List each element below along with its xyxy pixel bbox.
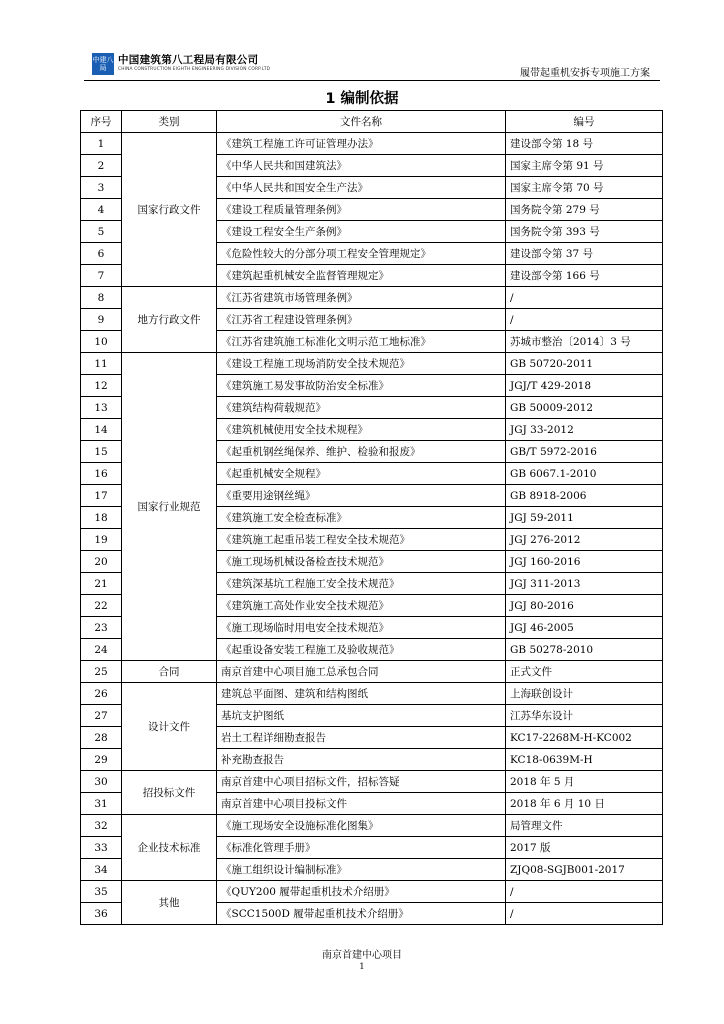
row-index: 25 bbox=[81, 661, 122, 683]
row-index: 11 bbox=[81, 353, 122, 375]
row-document-name: 《中华人民共和国建筑法》 bbox=[217, 155, 506, 177]
row-index: 28 bbox=[81, 727, 122, 749]
row-document-name: 《起重机钢丝绳保养、维护、检验和报废》 bbox=[217, 441, 506, 463]
row-index: 24 bbox=[81, 639, 122, 661]
header-index: 序号 bbox=[81, 111, 122, 133]
row-document-name: 《建设工程施工现场消防安全技术规范》 bbox=[217, 353, 506, 375]
row-category: 其他 bbox=[122, 881, 217, 925]
row-code: GB 6067.1-2010 bbox=[506, 463, 663, 485]
company-logo bbox=[92, 53, 114, 75]
row-index: 5 bbox=[81, 221, 122, 243]
basis-table bbox=[80, 110, 663, 925]
footer-project: 南京首建中心项目 bbox=[322, 950, 402, 961]
row-document-name: 《起重机械安全规程》 bbox=[217, 463, 506, 485]
row-index: 3 bbox=[81, 177, 122, 199]
row-document-name: 南京首建中心项目招标文件，招标答疑 bbox=[217, 771, 506, 793]
row-document-name: 南京首建中心项目施工总承包合同 bbox=[217, 661, 506, 683]
row-index: 10 bbox=[81, 331, 122, 353]
row-index: 36 bbox=[81, 903, 122, 925]
table-row bbox=[81, 771, 663, 793]
row-index: 21 bbox=[81, 573, 122, 595]
header-divider bbox=[84, 80, 660, 81]
row-document-name: 《江苏省建筑施工标准化文明示范工地标准》 bbox=[217, 331, 506, 353]
row-code: / bbox=[506, 309, 663, 331]
row-document-name: 《江苏省建筑市场管理条例》 bbox=[217, 287, 506, 309]
row-code: JGJ 80-2016 bbox=[506, 595, 663, 617]
row-document-name: 《施工现场安全设施标准化图集》 bbox=[217, 815, 506, 837]
header-code: 编号 bbox=[506, 111, 663, 133]
table-row bbox=[81, 661, 663, 683]
row-document-name: 基坑支护图纸 bbox=[217, 705, 506, 727]
row-document-name: 《江苏省工程建设管理条例》 bbox=[217, 309, 506, 331]
header-document-name: 文件名称 bbox=[217, 111, 506, 133]
row-code: 2018 年 5 月 bbox=[506, 771, 663, 793]
row-document-name: 补充勘查报告 bbox=[217, 749, 506, 771]
row-code: JGJ 276-2012 bbox=[506, 529, 663, 551]
row-document-name: 《起重设备安装工程施工及验收规范》 bbox=[217, 639, 506, 661]
row-category: 国家行政文件 bbox=[122, 133, 217, 287]
row-document-name: 《危险性较大的分部分项工程安全管理规定》 bbox=[217, 243, 506, 265]
row-category: 地方行政文件 bbox=[122, 287, 217, 353]
row-index: 1 bbox=[81, 133, 122, 155]
row-document-name: 《建筑起重机械安全监督管理规定》 bbox=[217, 265, 506, 287]
row-code: JGJ/T 429-2018 bbox=[506, 375, 663, 397]
company-name-english: CHINA CONSTRUCTION EIGHTH ENGINEERING DIVISION CORP.LTD bbox=[118, 67, 271, 72]
row-document-name: 《建筑施工高处作业安全技术规范》 bbox=[217, 595, 506, 617]
row-index: 17 bbox=[81, 485, 122, 507]
row-code: KC18-0639M-H bbox=[506, 749, 663, 771]
row-index: 27 bbox=[81, 705, 122, 727]
row-document-name: 《重要用途钢丝绳》 bbox=[217, 485, 506, 507]
row-index: 6 bbox=[81, 243, 122, 265]
row-code: 苏城市整治〔2014〕3 号 bbox=[506, 331, 663, 353]
row-code: 2017 版 bbox=[506, 837, 663, 859]
row-category: 招投标文件 bbox=[122, 771, 217, 815]
row-code: 国家主席令第 70 号 bbox=[506, 177, 663, 199]
row-document-name: 《建筑工程施工许可证管理办法》 bbox=[217, 133, 506, 155]
row-code: / bbox=[506, 881, 663, 903]
table-row bbox=[81, 683, 663, 705]
row-code: 建设部令第 166 号 bbox=[506, 265, 663, 287]
row-index: 19 bbox=[81, 529, 122, 551]
row-code: / bbox=[506, 903, 663, 925]
row-code: JGJ 160-2016 bbox=[506, 551, 663, 573]
row-index: 7 bbox=[81, 265, 122, 287]
row-code: 国务院令第 393 号 bbox=[506, 221, 663, 243]
row-document-name: 《施工组织设计编制标准》 bbox=[217, 859, 506, 881]
row-category: 设计文件 bbox=[122, 683, 217, 771]
header-category: 类别 bbox=[122, 111, 217, 133]
logo-text: 中建八局 bbox=[92, 56, 114, 72]
page-number: 1 bbox=[359, 962, 365, 972]
row-document-name: 南京首建中心项目投标文件 bbox=[217, 793, 506, 815]
row-document-name: 《建筑结构荷载规范》 bbox=[217, 397, 506, 419]
row-code: / bbox=[506, 287, 663, 309]
row-document-name: 《建筑深基坑工程施工安全技术规范》 bbox=[217, 573, 506, 595]
row-index: 13 bbox=[81, 397, 122, 419]
row-document-name: 《QUY200 履带起重机技术介绍册》 bbox=[217, 881, 506, 903]
row-code: ZJQ08-SGJB001-2017 bbox=[506, 859, 663, 881]
row-index: 14 bbox=[81, 419, 122, 441]
row-code: 江苏华东设计 bbox=[506, 705, 663, 727]
row-code: 国务院令第 279 号 bbox=[506, 199, 663, 221]
row-document-name: 《建筑施工起重吊装工程安全技术规范》 bbox=[217, 529, 506, 551]
document-title: 履带起重机安拆专项施工方案 bbox=[520, 68, 650, 79]
row-index: 15 bbox=[81, 441, 122, 463]
row-index: 22 bbox=[81, 595, 122, 617]
company-name: 中国建筑第八工程局有限公司 bbox=[118, 54, 259, 66]
row-code: GB 50009-2012 bbox=[506, 397, 663, 419]
row-index: 20 bbox=[81, 551, 122, 573]
row-index: 16 bbox=[81, 463, 122, 485]
table-row bbox=[81, 815, 663, 837]
row-code: 2018 年 6 月 10 日 bbox=[506, 793, 663, 815]
row-index: 26 bbox=[81, 683, 122, 705]
table-body bbox=[81, 133, 663, 925]
row-code: 建设部令第 18 号 bbox=[506, 133, 663, 155]
row-code: JGJ 311-2013 bbox=[506, 573, 663, 595]
row-code: GB/T 5972-2016 bbox=[506, 441, 663, 463]
row-document-name: 《建筑施工安全检查标准》 bbox=[217, 507, 506, 529]
row-index: 9 bbox=[81, 309, 122, 331]
row-document-name: 《施工现场临时用电安全技术规范》 bbox=[217, 617, 506, 639]
row-code: 上海联创设计 bbox=[506, 683, 663, 705]
row-category: 国家行业规范 bbox=[122, 353, 217, 661]
row-code: GB 50278-2010 bbox=[506, 639, 663, 661]
row-code: KC17-2268M-H-KC002 bbox=[506, 727, 663, 749]
table-row bbox=[81, 353, 663, 375]
row-category: 企业技术标准 bbox=[122, 815, 217, 881]
row-code: JGJ 33-2012 bbox=[506, 419, 663, 441]
row-code: JGJ 59-2011 bbox=[506, 507, 663, 529]
row-index: 18 bbox=[81, 507, 122, 529]
row-index: 35 bbox=[81, 881, 122, 903]
table-header-row bbox=[81, 111, 663, 133]
row-document-name: 《建设工程质量管理条例》 bbox=[217, 199, 506, 221]
row-document-name: 建筑总平面图、建筑和结构图纸 bbox=[217, 683, 506, 705]
row-code: 局管理文件 bbox=[506, 815, 663, 837]
row-index: 34 bbox=[81, 859, 122, 881]
table-row bbox=[81, 881, 663, 903]
row-index: 32 bbox=[81, 815, 122, 837]
row-index: 8 bbox=[81, 287, 122, 309]
page-header bbox=[84, 50, 660, 80]
row-index: 29 bbox=[81, 749, 122, 771]
row-code: 正式文件 bbox=[506, 661, 663, 683]
row-index: 31 bbox=[81, 793, 122, 815]
table-row bbox=[81, 133, 663, 155]
row-document-name: 《施工现场机械设备检查技术规范》 bbox=[217, 551, 506, 573]
row-document-name: 《建设工程安全生产条例》 bbox=[217, 221, 506, 243]
row-code: 建设部令第 37 号 bbox=[506, 243, 663, 265]
row-code: GB 8918-2006 bbox=[506, 485, 663, 507]
section-title: 1 编制依据 bbox=[325, 91, 399, 107]
row-document-name: 《建筑施工易发事故防治安全标准》 bbox=[217, 375, 506, 397]
row-document-name: 《中华人民共和国安全生产法》 bbox=[217, 177, 506, 199]
table-row bbox=[81, 287, 663, 309]
row-index: 23 bbox=[81, 617, 122, 639]
row-index: 2 bbox=[81, 155, 122, 177]
row-category: 合同 bbox=[122, 661, 217, 683]
row-index: 33 bbox=[81, 837, 122, 859]
row-document-name: 岩土工程详细勘查报告 bbox=[217, 727, 506, 749]
row-document-name: 《建筑机械使用安全技术规程》 bbox=[217, 419, 506, 441]
row-index: 30 bbox=[81, 771, 122, 793]
row-code: 国家主席令第 91 号 bbox=[506, 155, 663, 177]
row-index: 12 bbox=[81, 375, 122, 397]
row-index: 4 bbox=[81, 199, 122, 221]
row-code: GB 50720-2011 bbox=[506, 353, 663, 375]
row-document-name: 《标准化管理手册》 bbox=[217, 837, 506, 859]
row-document-name: 《SCC1500D 履带起重机技术介绍册》 bbox=[217, 903, 506, 925]
row-code: JGJ 46-2005 bbox=[506, 617, 663, 639]
